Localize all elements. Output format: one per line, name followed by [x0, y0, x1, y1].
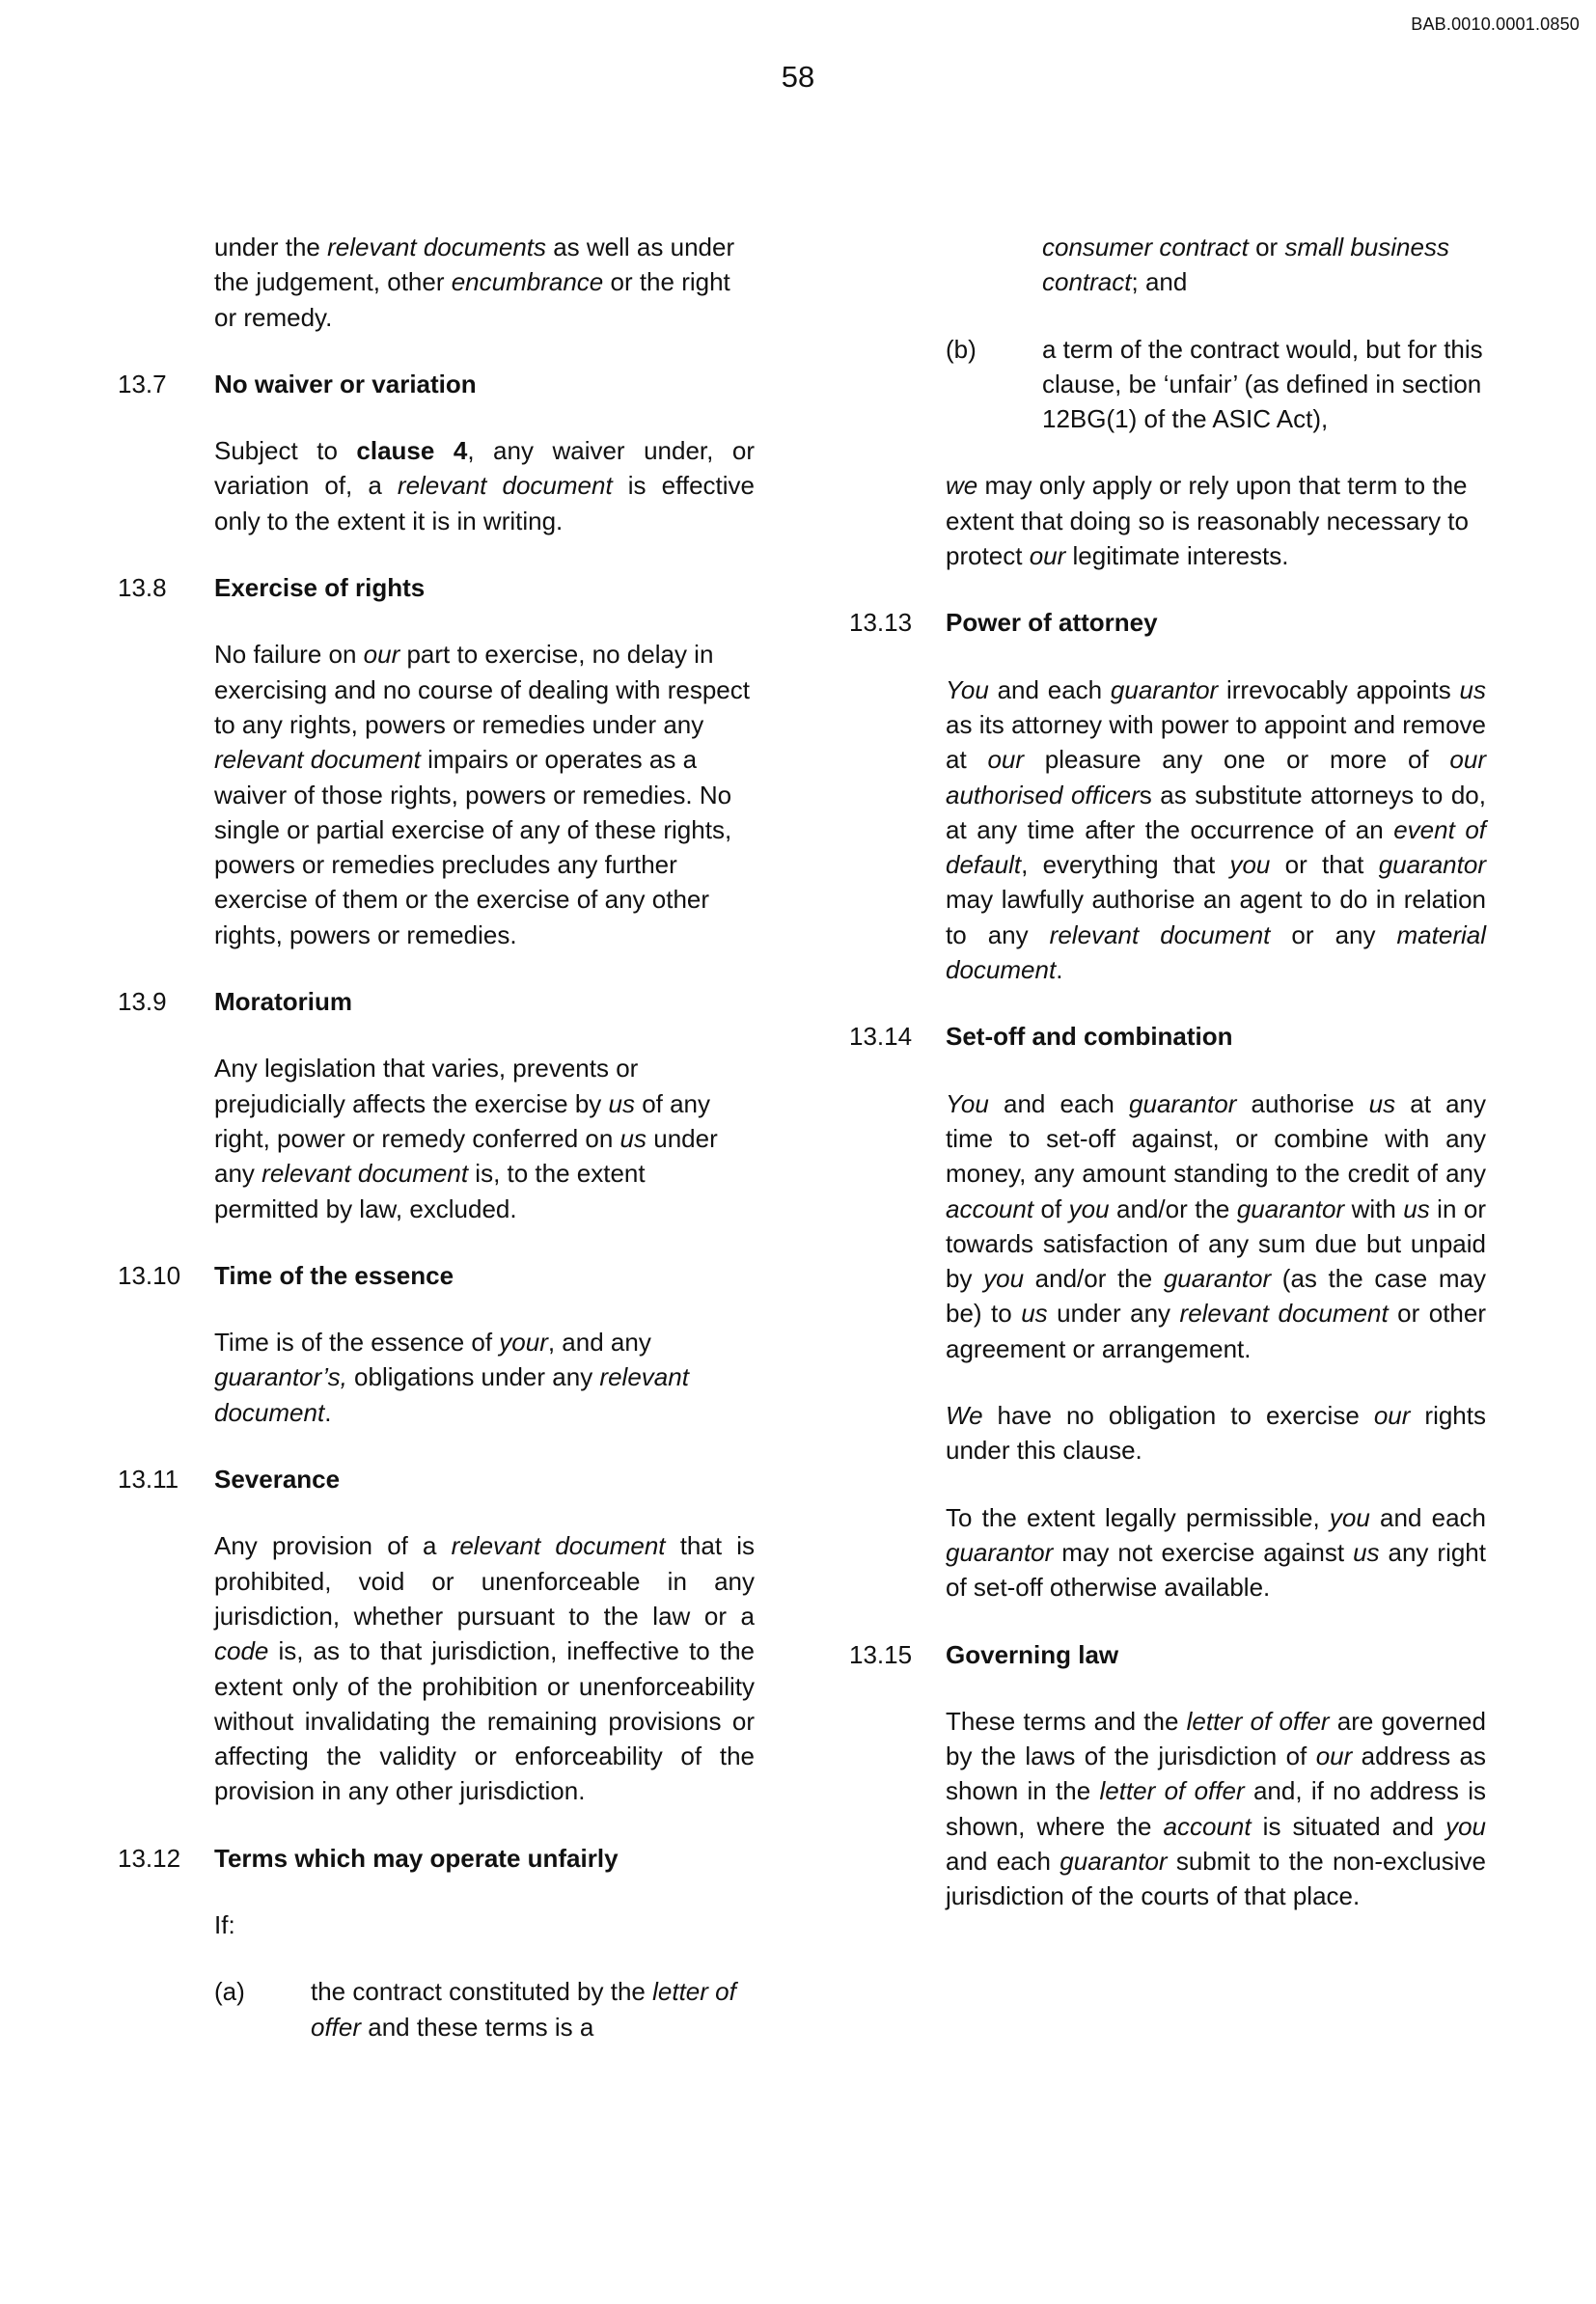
section-13-7	[118, 367, 755, 538]
paragraph: To the extent legally permissible, you and each guarantor may not exercise against us any right of set-off otherwise available.	[946, 1502, 1486, 1603]
section-number: 13.15	[849, 1639, 913, 1669]
section-heading: Exercise of rights	[214, 573, 426, 603]
list-item-b	[946, 332, 1486, 437]
section-13-8	[118, 570, 755, 952]
section-heading: Terms which may operate unfairly	[214, 1843, 619, 1873]
paragraph: Subject to clause 4, any waiver under, or variation of, a relevant document is effective only to the extent it is in writing.	[214, 436, 755, 535]
section-heading: Power of attorney	[946, 608, 1158, 638]
section-number: 13.10	[118, 1260, 181, 1290]
paragraph: Any provision of a relevant document that is prohibited, void or unenforceable in any jurisdiction, whether pursuant to the law or a code is, as to that jurisdiction, ineffective to the extent only of the prohibition or unenforceability without invalidating the remaining provisions or affecting the validity or enforceability of the provision in any other jurisdiction.	[214, 1531, 756, 1806]
paragraph: You and each guarantor authorise us at any time to set-off against, or combine with any money, any amount standing to the credit of any account of you and/or the guarantor with us in or towards satisfaction of any sum due but unpaid by you and/or the guarantor (as the case may be) to us under any relevant document or other agreement or arrangement.	[946, 1088, 1487, 1363]
paragraph: Time is of the essence of your, and any guarantor’s, obligations under any relevant document.	[214, 1328, 689, 1427]
section-13-13	[849, 605, 1486, 987]
page-number: 58	[781, 60, 815, 94]
document-id: BAB.0010.0001.0850	[1411, 14, 1580, 34]
section-heading: Set-off and combination	[946, 1022, 1233, 1052]
right-column	[849, 230, 1486, 1914]
section-number: 13.14	[849, 1022, 913, 1052]
paragraph: We have no obligation to exercise our rights under this clause.	[946, 1401, 1486, 1466]
section-number: 13.8	[118, 573, 167, 603]
paragraph: a term of the contract would, but for this clause, be ‘unfair’ (as defined in section 12BG(1) of the ASIC Act),	[1042, 334, 1483, 434]
section-13-15	[849, 1637, 1486, 1914]
paragraph: the contract constituted by the letter of offer and these terms is a	[311, 1977, 736, 2042]
paragraph: we may only apply or rely upon that term to the extent that doing so is reasonably necessary to protect our legitimate interests.	[946, 471, 1469, 571]
paragraph: Any legislation that varies, prevents or prejudicially affects the exercise by us of any right, power or remedy conferred on us under any relevant document is, to the extent permitted by law, excluded.	[214, 1054, 718, 1223]
continued-text	[849, 468, 1486, 573]
section-13-14	[849, 1019, 1486, 1605]
list-item-a-continued	[946, 230, 1486, 300]
list-label: (a)	[214, 1977, 245, 2007]
section-13-12	[118, 1841, 755, 2044]
paragraph: You and each guarantor irrevocably appoints us as its attorney with power to appoint and remove at our pleasure any one or more of our authorised officers as substitute attorneys to do, at any time after the occurrence of an event of default, everything that you or that guarantor may lawfully authorise an agent to do in relation to any relevant document or any material document.	[946, 674, 1487, 985]
left-column	[118, 230, 755, 2044]
paragraph: No failure on our part to exercise, no delay in exercising and no course of dealing with respect to any rights, powers or remedies under any relevant document impairs or operates as a waiver of those rights, powers or remedies. No single or partial exercise of any of these rights, powers or remedies precludes any further exercise of them or the exercise of any other rights, powers or remedies.	[214, 640, 750, 949]
section-number: 13.11	[118, 1465, 179, 1495]
paragraph: These terms and the letter of offer are governed by the laws of the jurisdiction of our address as shown in the letter of offer and, if no address is shown, where the account is situated and you and each guarantor submit to the non-exclusive jurisdiction of the courts of that place.	[946, 1706, 1487, 1911]
section-number: 13.9	[118, 987, 167, 1017]
section-heading: Moratorium	[214, 987, 352, 1017]
section-heading: No waiver or variation	[214, 369, 477, 398]
continued-text	[118, 230, 755, 335]
list-label: (b)	[946, 334, 977, 364]
section-13-9	[118, 984, 755, 1226]
list-item-a	[214, 1974, 755, 2044]
section-heading: Time of the essence	[214, 1260, 454, 1290]
section-number: 13.13	[849, 608, 913, 638]
section-heading: Governing law	[946, 1639, 1119, 1669]
paragraph: If:	[214, 1909, 235, 1939]
paragraph: consumer contract or small business contract; and	[1042, 233, 1449, 297]
section-number: 13.7	[118, 369, 167, 398]
section-13-11	[118, 1462, 755, 1809]
section-heading: Severance	[214, 1465, 341, 1495]
paragraph: under the relevant documents as well as under the judgement, other encumbrance or the right or remedy.	[214, 233, 735, 332]
section-number: 13.12	[118, 1843, 181, 1873]
section-13-10	[118, 1258, 755, 1430]
